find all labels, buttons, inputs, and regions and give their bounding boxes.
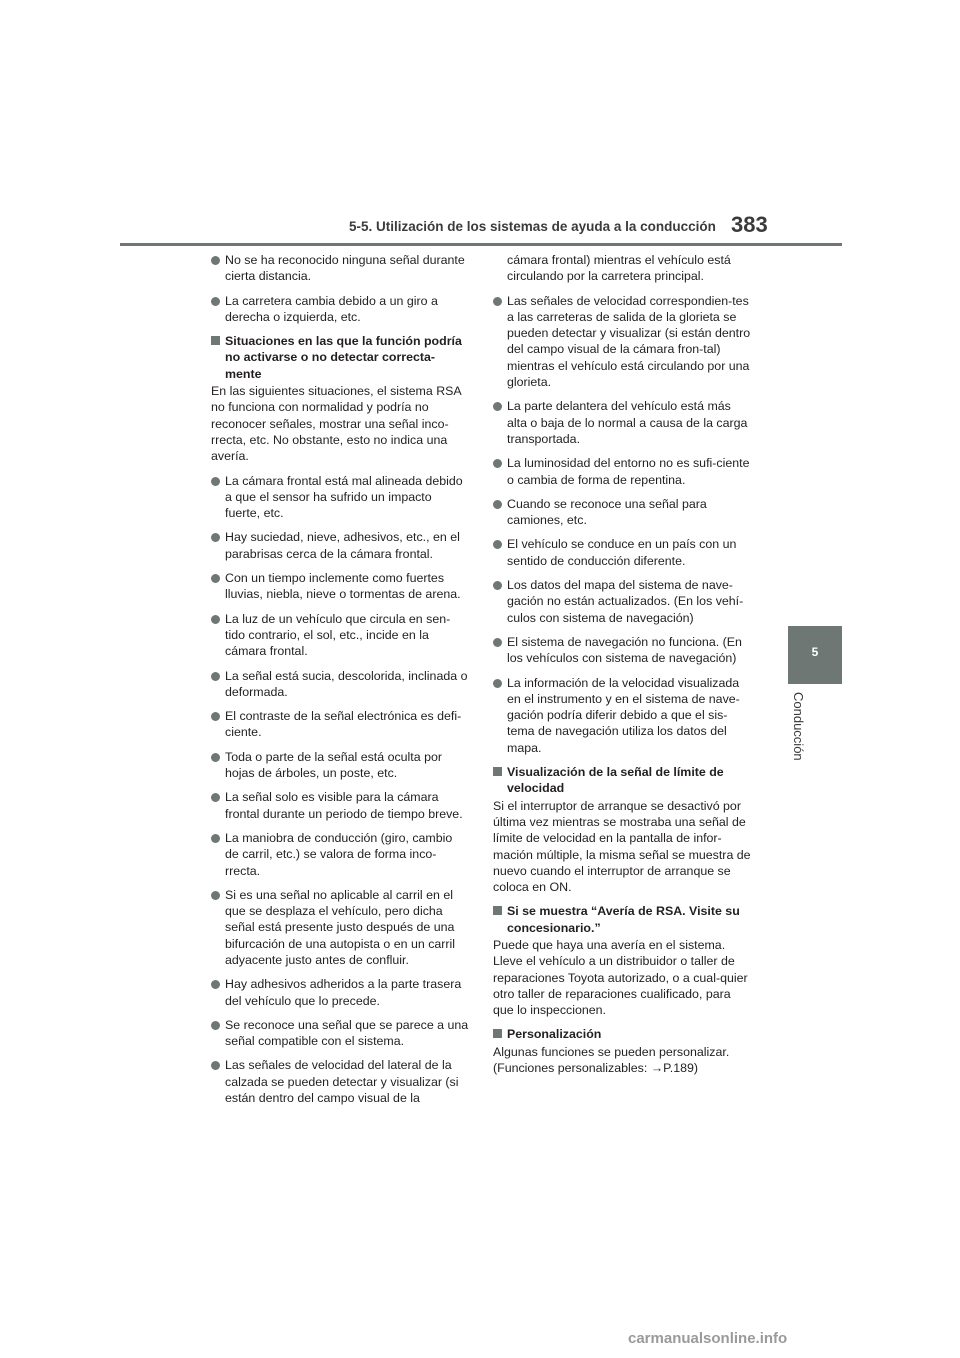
list-item-text: La señal solo es visible para la cámara frontal durante un periodo de tiempo breve.	[225, 790, 463, 821]
bullet-icon	[211, 297, 220, 306]
list-item-text: La maniobra de conducción (giro, cambio de carril, etc.) se valora de forma inco-rrecta.	[225, 830, 453, 878]
list-item	[493, 577, 751, 626]
square-bullet-icon	[211, 336, 220, 345]
bullet-icon	[211, 1061, 220, 1070]
list-item	[211, 830, 469, 879]
list-item-text: Se reconoce una señal que se parece a una señal compatible con el sistema.	[225, 1017, 469, 1049]
bullet-icon	[493, 297, 502, 306]
bullet-icon	[211, 891, 220, 900]
section-heading-text: Situaciones en las que la función podría no activarse o no detectar correcta-mente	[225, 334, 462, 381]
list-item	[211, 708, 469, 741]
list-item	[493, 293, 751, 391]
list-item	[211, 529, 469, 562]
list-item	[211, 668, 469, 701]
list-item-text: Toda o parte de la señal está oculta por hojas de árboles, un poste, etc.	[225, 749, 442, 781]
square-bullet-icon	[493, 767, 502, 776]
list-item	[211, 252, 469, 285]
paragraph: Si el interruptor de arranque se desactivó por última vez mientras se mostraba una señal de límite de velocidad en la pantalla de infor-mación múltiple, la misma señal se muestra de nuevo cuando el interruptor de arranque se coloca en ON.	[493, 798, 751, 895]
list-item	[211, 749, 469, 782]
list-item-text: Hay suciedad, nieve, adhesivos, etc., en el parabrisas cerca de la cámara frontal.	[225, 530, 460, 561]
list-item-text: Hay adhesivos adheridos a la parte trasera del vehículo que lo precede.	[225, 977, 462, 1008]
section-heading	[211, 333, 469, 382]
bullet-icon	[493, 581, 502, 590]
list-item-text: La luminosidad del entorno no es sufi-ciente o cambia de forma de repentina.	[507, 456, 750, 487]
bullet-icon	[493, 459, 502, 468]
list-item-text: Los datos del mapa del sistema de nave-gación no están actualizados. (En los vehí-culos con sistema de navegación)	[507, 578, 744, 625]
bullet-icon	[211, 1021, 220, 1030]
list-item-text: No se ha reconocido ninguna señal durante cierta distancia.	[225, 253, 465, 284]
bullet-icon	[211, 712, 220, 721]
page-number: 383	[731, 212, 768, 237]
square-bullet-icon	[493, 1029, 502, 1038]
list-item-text: La luz de un vehículo que circula en sen-tido contrario, el sol, etc., incide en la cámara frontal.	[225, 611, 451, 659]
list-item	[493, 455, 751, 488]
list-item-text: La cámara frontal está mal alineada debido a que el sensor ha sufrido un impacto fuerte, etc.	[225, 473, 463, 521]
chapter-number: 5	[811, 645, 819, 659]
bullet-icon	[211, 753, 220, 762]
list-item-text: Con un tiempo inclemente como fuertes lluvias, niebla, nieve o tormentas de arena.	[225, 571, 461, 602]
chapter-tab	[788, 626, 842, 684]
list-item-text: La señal está sucia, descolorida, inclinada o deformada.	[225, 668, 468, 699]
bullet-icon	[493, 500, 502, 509]
list-item	[493, 675, 751, 756]
bullet-icon	[493, 402, 502, 411]
list-item	[493, 536, 751, 569]
bullet-icon	[211, 834, 220, 843]
square-bullet-icon	[493, 906, 502, 915]
bullet-icon	[493, 540, 502, 549]
bullet-icon	[211, 533, 220, 542]
list-item	[493, 634, 751, 667]
bullet-icon	[211, 672, 220, 681]
right-column	[493, 252, 751, 1084]
list-item	[211, 611, 469, 660]
bullet-icon	[211, 615, 220, 624]
section-heading-text: Personalización	[507, 1027, 602, 1042]
header-divider	[120, 243, 842, 246]
list-item-text: El vehículo se conduce en un país con un sentido de conducción diferente.	[507, 537, 737, 568]
section-title: 5-5. Utilización de los sistemas de ayuda a la conducción	[349, 219, 716, 234]
bullet-icon	[211, 793, 220, 802]
list-item	[211, 1017, 469, 1050]
section-heading	[493, 903, 751, 936]
list-item-text: La información de la velocidad visualizada en el instrumento y en el sistema de nave-gación podría diferir debido a que el sis-tema de navegación utiliza los datos del mapa.	[507, 675, 740, 755]
bullet-icon	[493, 679, 502, 688]
left-column	[211, 252, 469, 1114]
chapter-label-text: Conducción	[791, 692, 806, 761]
list-item-text: Cuando se reconoce una señal para camiones, etc.	[507, 496, 707, 528]
list-item	[493, 496, 751, 529]
list-item-text: Si es una señal no aplicable al carril en el que se desplaza el vehículo, pero dicha señal está presente justo después de una bifurcación de una autopista o en un carril adyacente justo antes de confluir.	[225, 887, 456, 967]
paragraph: En las siguientes situaciones, el sistema RSA no funciona con normalidad y podría no reconocer señales, mostrar una señal inco-rrecta, etc. No obstante, esto no indica una avería.	[211, 384, 462, 464]
list-item-text: Las señales de velocidad correspondien-tes a las carreteras de salida de la glorieta se pueden detectar y visualizar (si están dentro del campo visual de la cámara fron-tal) mientras el vehículo está circulando por una glorieta.	[507, 293, 751, 390]
list-item-text: El sistema de navegación no funciona. (En los vehículos con sistema de navegación)	[507, 634, 742, 666]
bullet-icon	[211, 256, 220, 265]
list-item-continuation: cámara frontal) mientras el vehículo está circulando por la carretera principal.	[507, 253, 731, 284]
list-item-text: La parte delantera del vehículo está más alta o baja de lo normal a causa de la carga transportada.	[507, 399, 748, 446]
list-item	[493, 398, 751, 447]
paragraph: Puede que haya una avería en el sistema. Lleve el vehículo a un distribuidor o taller de reparaciones Toyota autorizado, o a cual-quier otro taller de reparaciones cualificado, para que lo inspeccionen.	[493, 937, 748, 1018]
list-item	[211, 976, 469, 1009]
bullet-icon	[211, 574, 220, 583]
watermark: carmanualsonline.info	[628, 1330, 788, 1347]
list-item-text: Las señales de velocidad del lateral de la calzada se pueden detectar y visualizar (si están dentro del campo visual de la	[225, 1058, 459, 1106]
list-item	[211, 293, 469, 326]
bullet-icon	[211, 980, 220, 989]
list-item-text: El contraste de la señal electrónica es defi-ciente.	[225, 709, 462, 740]
section-heading	[493, 1026, 751, 1042]
bullet-icon	[211, 477, 220, 486]
paragraph: Algunas funciones se pueden personalizar. (Funciones personalizables: →P.189)	[493, 1044, 730, 1076]
list-item	[211, 789, 469, 822]
bullet-icon	[493, 638, 502, 647]
section-heading	[493, 764, 751, 797]
chapter-label	[789, 692, 811, 802]
list-item	[211, 570, 469, 603]
list-item-text: La carretera cambia debido a un giro a derecha o izquierda, etc.	[225, 293, 438, 324]
list-item	[211, 1057, 469, 1106]
list-item	[211, 473, 469, 522]
section-heading-text: Visualización de la señal de límite de velocidad	[507, 765, 724, 796]
section-heading-text: Si se muestra “Avería de RSA. Visite su concesionario.”	[507, 904, 740, 935]
list-item	[211, 887, 469, 968]
